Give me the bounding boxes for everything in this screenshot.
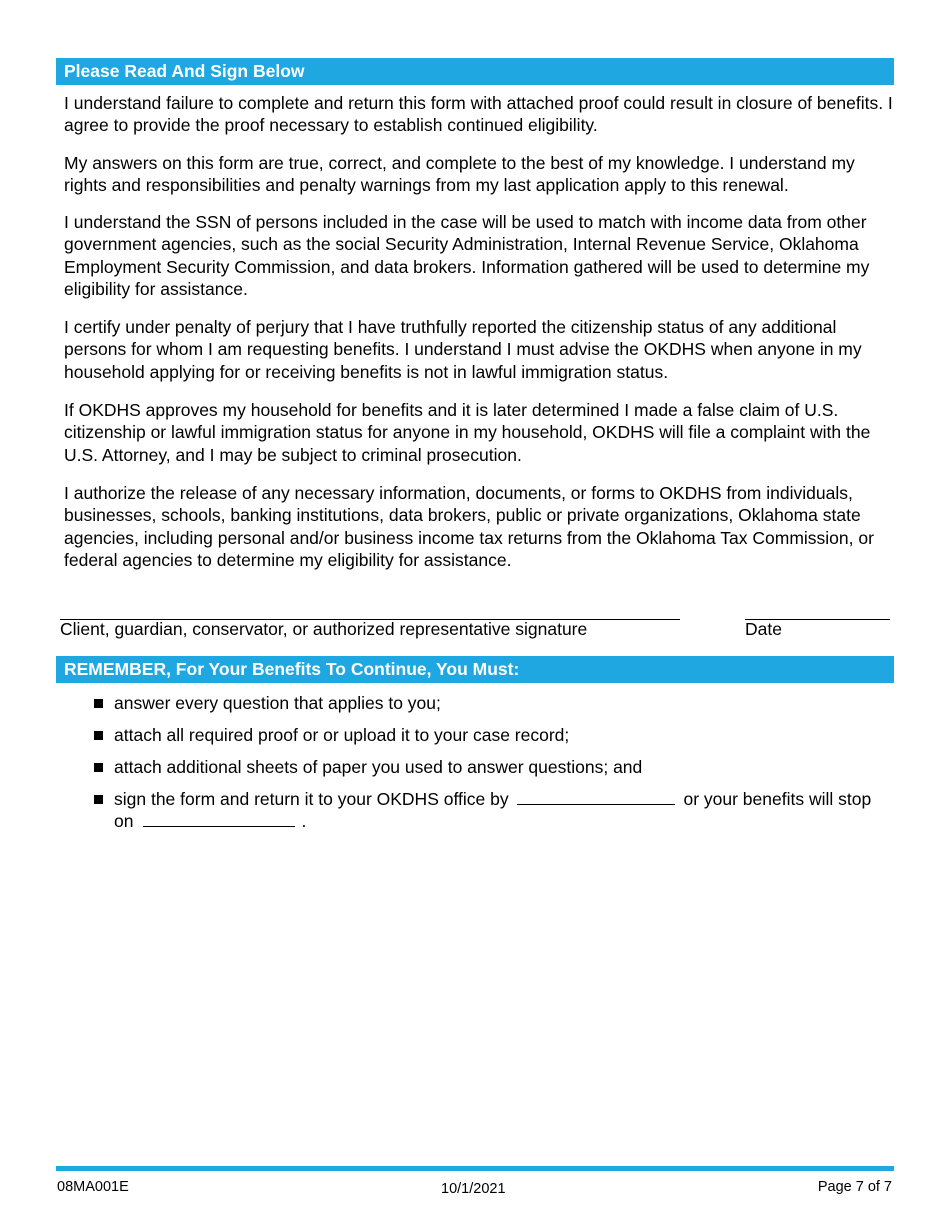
- return-by-date-field[interactable]: [517, 790, 675, 805]
- list-item-text: attach all required proof or or upload it to your case record;: [114, 725, 570, 745]
- stop-on-text: or your benefits will stop on: [114, 789, 872, 832]
- bullet-square-icon: [94, 699, 103, 708]
- list-item: [94, 756, 894, 778]
- paragraph-ssn-matching: I understand the SSN of persons included in the case will be used to match with income data from other government agencies, such as the social Security Administration, Internal Revenue Service, Oklahoma Employment Security Commission, and data brokers. Information gathered will be used to determine my eligibility for assistance.: [64, 212, 870, 300]
- stop-on-date-field[interactable]: [143, 812, 295, 827]
- list-item-text: attach additional sheets of paper you used to answer questions; and: [114, 757, 643, 777]
- paragraph-answers-true: My answers on this form are true, correct, and complete to the best of my knowledge. I understand my rights and responsibilities and penalty warnings from my last application apply to this renewal.: [64, 153, 855, 196]
- section-heading-read-and-sign: Please Read And Sign Below: [56, 58, 894, 85]
- section-heading-remember: REMEMBER, For Your Benefits To Continue, You Must:: [56, 656, 894, 683]
- bullet-square-icon: [94, 795, 103, 804]
- paragraph-closure-warning: I understand failure to complete and return this form with attached proof could result in closure of benefits. I agree to provide the proof necessary to establish continued eligibility.: [64, 93, 893, 136]
- page-number: Page 7 of 7: [817, 1179, 892, 1195]
- form-number: 08MA001E: [57, 1179, 129, 1195]
- paragraph-false-claim: If OKDHS approves my household for benefits and it is later determined I made a false claim of U.S. citizenship or lawful immigration status for anyone in my household, OKDHS will file a complaint with the U.S. Attorney, and I may be subject to criminal prosecution.: [64, 400, 871, 465]
- list-item-text: answer every question that applies to you;: [114, 693, 441, 713]
- return-by-text: sign the form and return it to your OKDHS office by: [114, 789, 509, 809]
- footer-rule: [56, 1166, 894, 1171]
- sentence-period: .: [301, 811, 307, 832]
- requirements-list: [94, 692, 894, 842]
- revision-date: 10/1/2021: [441, 1181, 506, 1197]
- paragraph-citizenship-certify: I certify under penalty of perjury that I have truthfully reported the citizenship status of any additional persons for whom I am requesting benefits. I understand I must advise the OKDHS when anyone in my household applying for or receiving benefits is not in lawful immigration status.: [64, 317, 862, 382]
- paragraph-release-authorization: I authorize the release of any necessary information, documents, or forms to OKDHS from individuals, businesses, schools, banking institutions, data brokers, public or private organizations, Oklahoma state agencies, including personal and/or business income tax returns from the Oklahoma Tax Commission, or federal agencies to determine my eligibility for assistance.: [64, 483, 874, 571]
- signature-label: Client, guardian, conservator, or authorized representative signature: [60, 619, 588, 639]
- list-item: [94, 692, 894, 714]
- bullet-square-icon: [94, 731, 103, 740]
- date-label: Date: [745, 619, 782, 639]
- list-item: [94, 788, 894, 833]
- list-item: [94, 724, 894, 746]
- bullet-square-icon: [94, 763, 103, 772]
